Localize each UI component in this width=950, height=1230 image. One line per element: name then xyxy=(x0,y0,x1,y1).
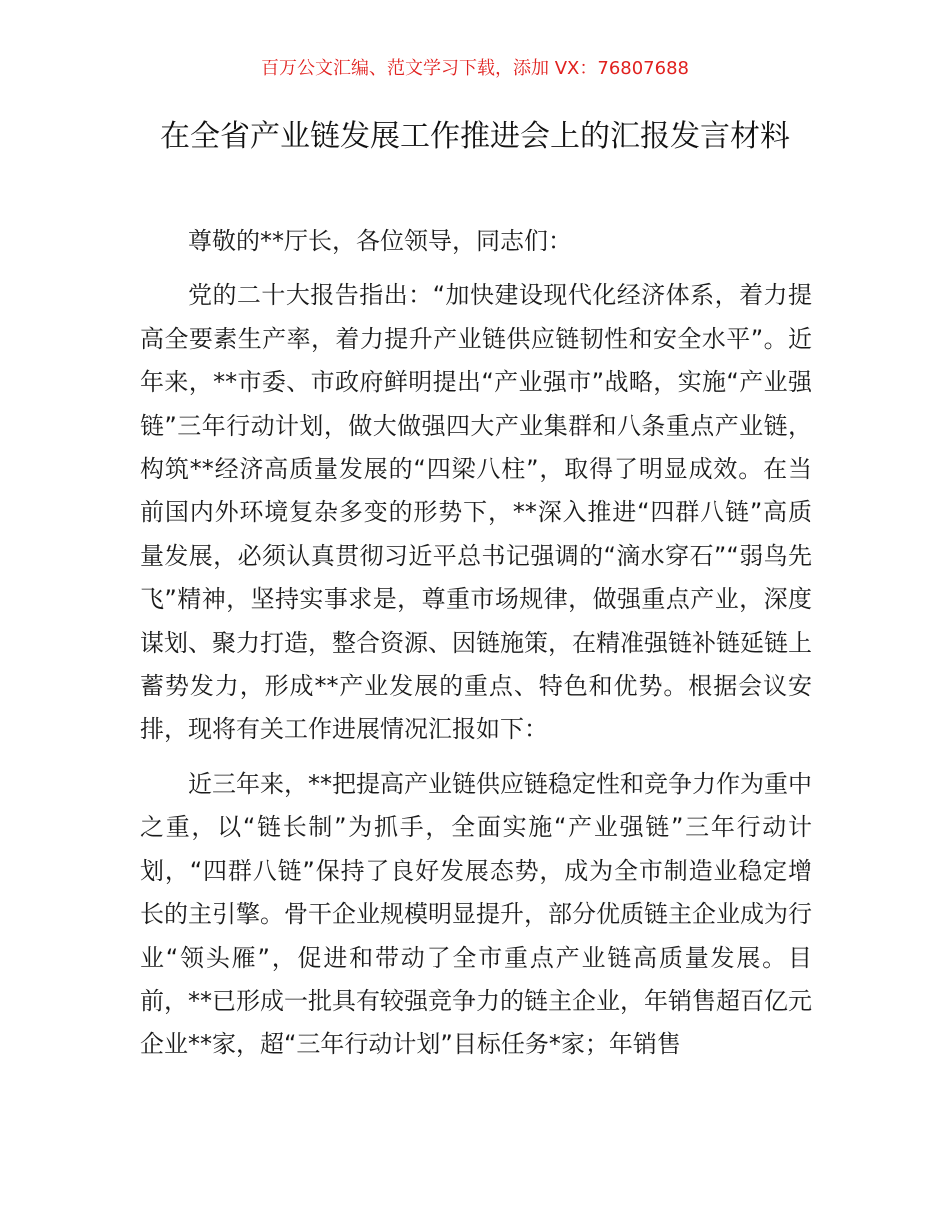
header-watermark-note: 百万公文汇编、范文学习下载，添加 VX：76807688 xyxy=(261,58,689,79)
salutation-paragraph: 尊敬的**厅长，各位领导，同志们： xyxy=(188,227,572,255)
document-body xyxy=(140,220,812,1067)
body-paragraph: 党的二十大报告指出：“加快建设现代化经济体系，着力提高全要素生产率，着力提升产业链供应链韧性和安全水平”。近年来，**市委、市政府鲜明提出“产业强市”战略，实施“产业强链”三年行动计划，做大做强四大产业集群和八条重点产业链，构筑**经济高质量发展的“四梁八柱”，取得了明显成效。在当前国内外环境复杂多变的形势下，**深入推进“四群八链”高质量发展，必须认真贯彻习近平总书记强调的“滴水穿石”“弱鸟先飞”精神，坚持实事求是，尊重市场规律，做强重点产业，深度谋划、聚力打造，整合资源、因链施策，在精准强链补链延链上蓄势发力，形成**产业发展的重点、特色和优势。根据会议安排，现将有关工作进展情况汇报如下： xyxy=(140,281,812,744)
document-title: 在全省产业链发展工作推进会上的汇报发言材料 xyxy=(160,119,790,154)
body-paragraph: 近三年来，**把提高产业链供应链稳定性和竞争力作为重中之重，以“链长制”为抓手，全面实施“产业强链”三年行动计划，“四群八链”保持了良好发展态势，成为全市制造业稳定增长的主引擎。骨干企业规模明显提升，部分优质链主企业成为行业“领头雁”，促进和带动了全市重点产业链高质量发展。目前，**已形成一批具有较强竞争力的链主企业，年销售超百亿元企业**家，超“三年行动计划”目标任务*家；年销售 xyxy=(140,769,812,1059)
